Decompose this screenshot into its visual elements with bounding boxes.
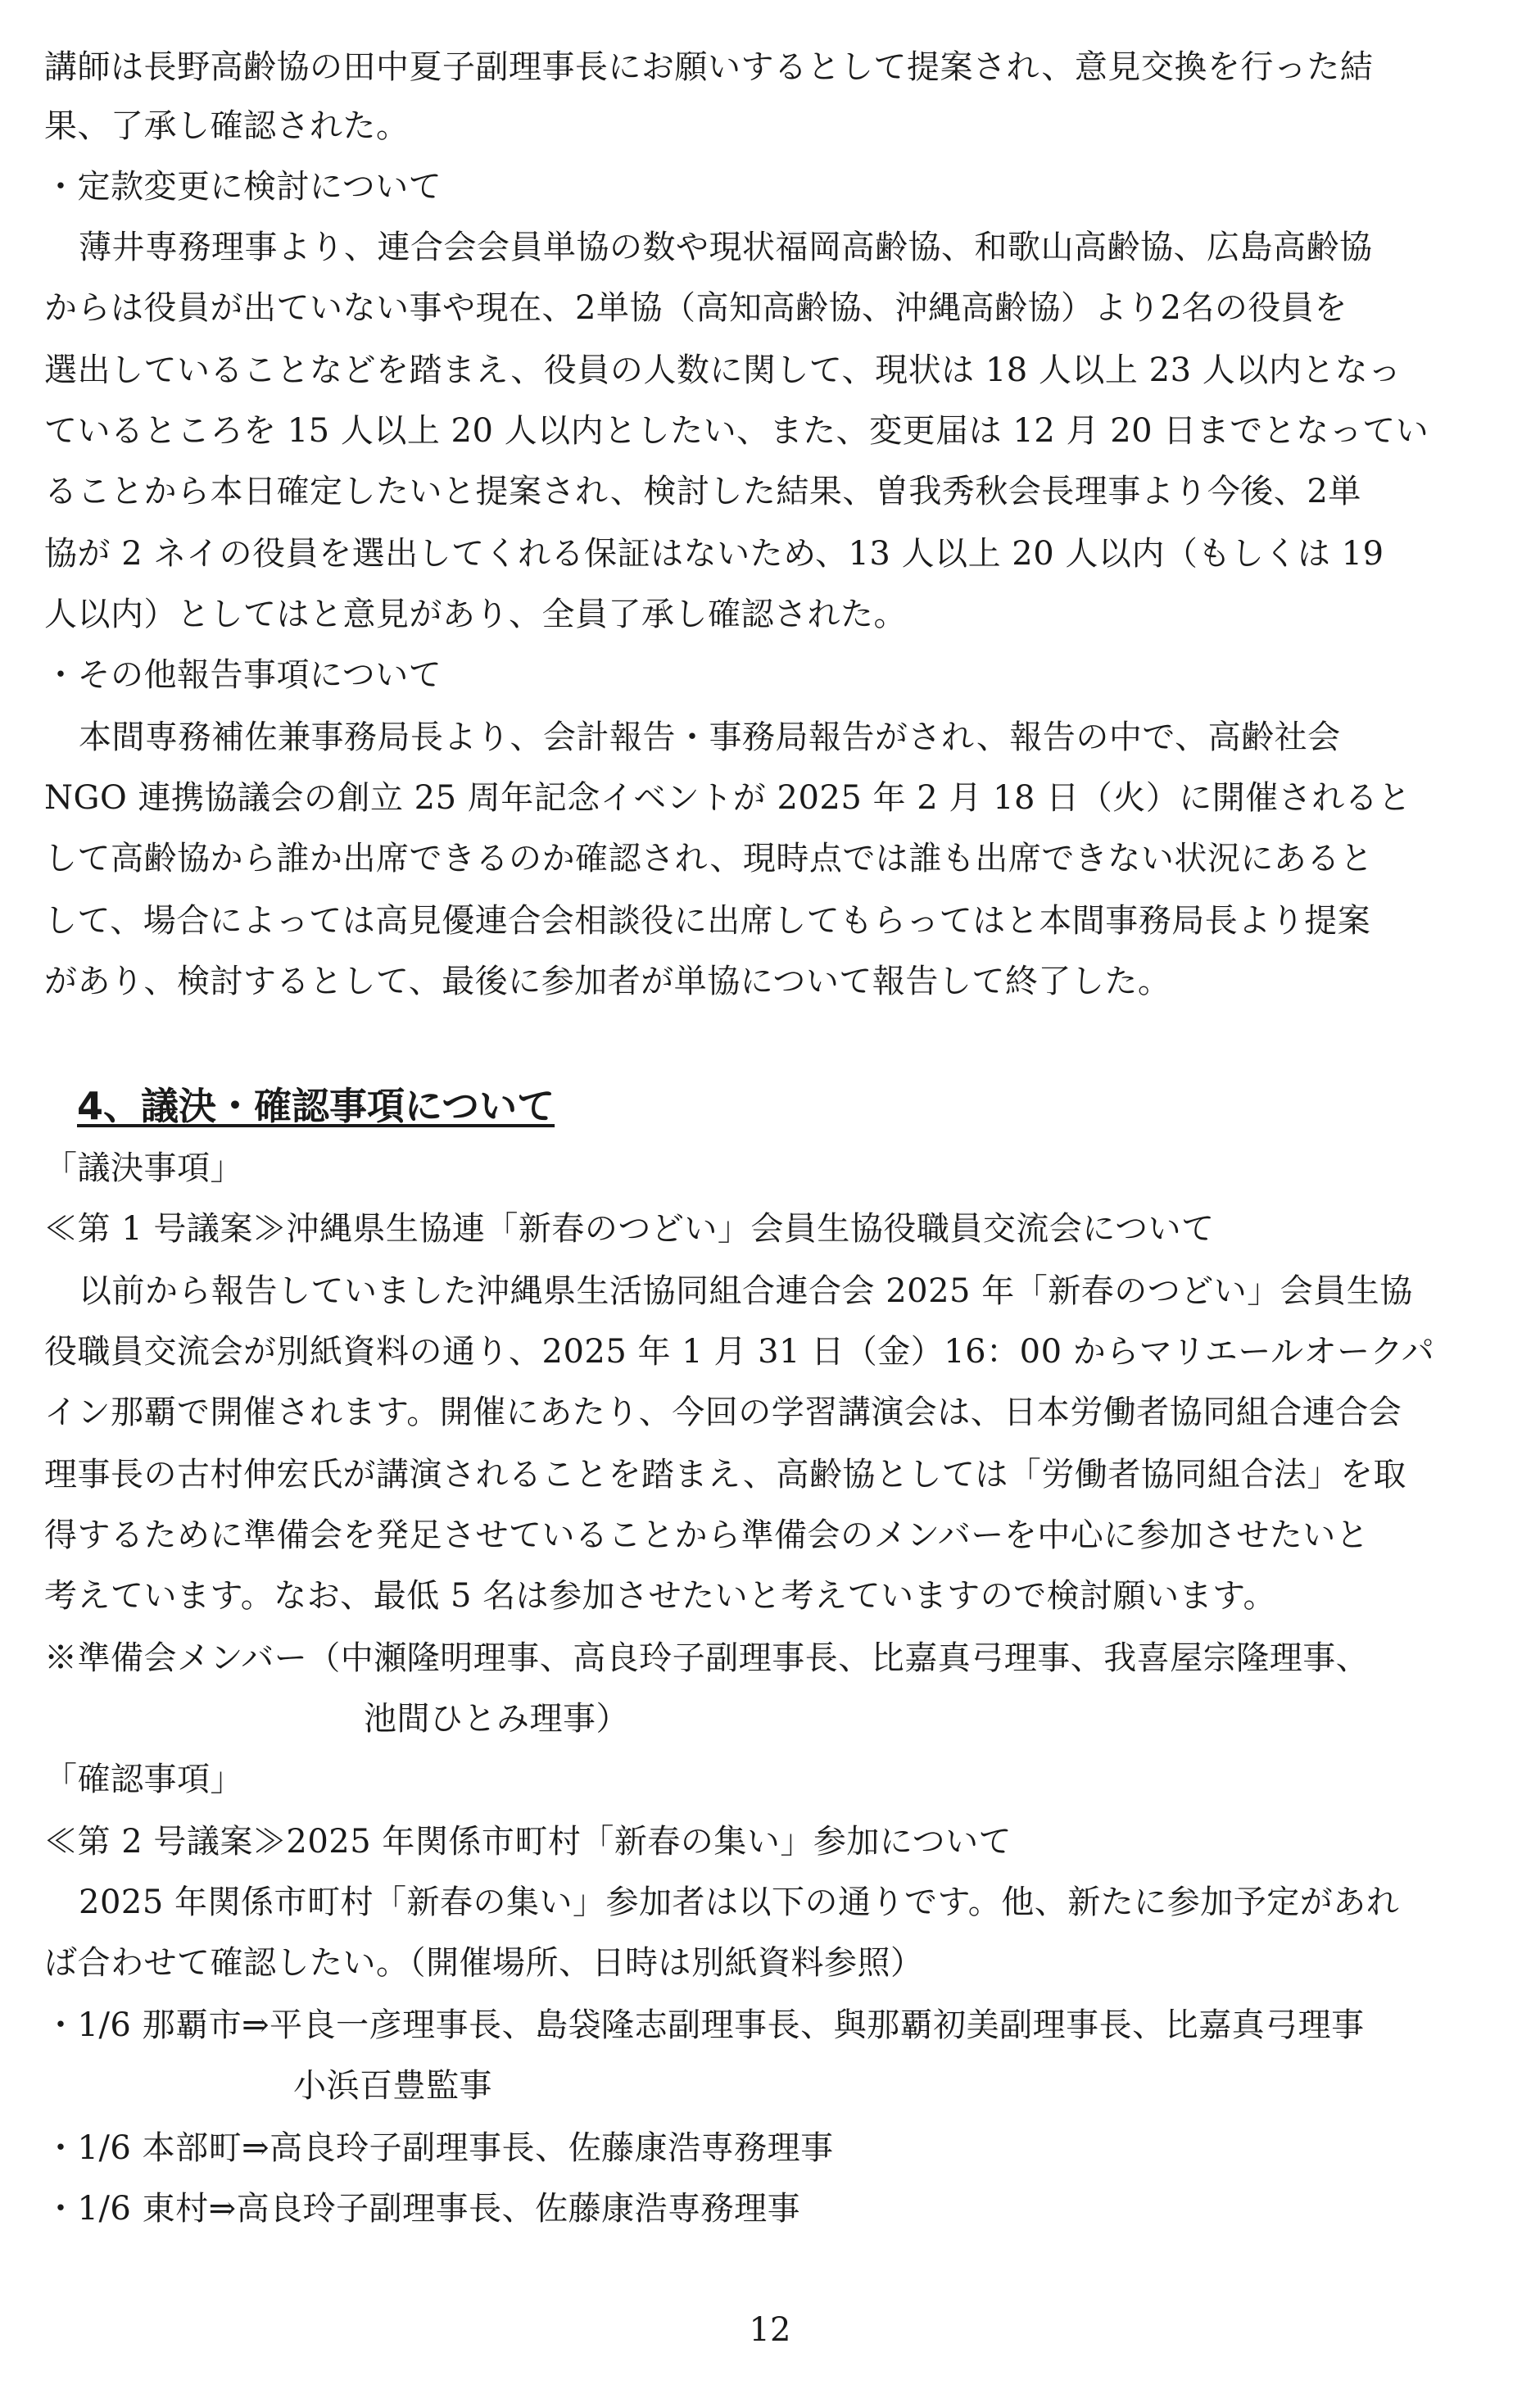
section-bullet-line: ・その他報告事項について	[44, 656, 442, 694]
note-line: ※準備会メンバー（中瀬隆明理事、高良玲子副理事長、比嘉真弓理事、我喜屋宗隆理事、	[44, 1639, 1370, 1677]
paragraph-line: 選出していることなどを踏まえ、役員の人数に関して、現状は 18 人以上 23 人以内となっ	[44, 351, 1402, 389]
paragraph-line: ば合わせて確認したい。（開催場所、日時は別紙資料参照）	[44, 1944, 924, 1982]
paragraph-line: イン那覇で開催されます。開催にあたり、今回の学習講演会は、日本労働者協同組合連合会	[44, 1394, 1402, 1431]
paragraph-line: 2025 年関係市町村「新春の集い」参加者は以下の通りです。他、新たに参加予定があれ	[79, 1884, 1400, 1921]
list-item: ・1/6 那覇市⇒平良一彦理事長、島袋隆志副理事長、與那覇初美副理事長、比嘉真弓理事	[44, 2006, 1365, 2044]
paragraph-line: 以前から報告していました沖縄県生活協同組合連合会 2025 年「新春のつどい」会員生協	[79, 1272, 1413, 1310]
paragraph-line: からは役員が出ていない事や現在、2単協（高知高齢協、沖縄高齢協）より2名の役員を	[44, 289, 1348, 327]
paragraph-line: NGO 連携協議会の創立 25 周年記念イベントが 2025 年 2 月 18 日（火）に開催されると	[44, 779, 1411, 817]
paragraph-line: ているところを 15 人以上 20 人以内としたい、また、変更届は 12 月 20 日までとなってい	[44, 412, 1429, 450]
paragraph-line: 得するために準備会を発足させていることから準備会のメンバーを中心に参加させたいと	[44, 1516, 1370, 1554]
paragraph-line: 薄井専務理事より、連合会会員単協の数や現状福岡高齢協、和歌山高齢協、広島高齢協	[79, 229, 1373, 266]
motion-title: ≪第 2 号議案≫2025 年関係市町村「新春の集い」参加について	[44, 1823, 1012, 1861]
paragraph-line: 理事長の古村伸宏氏が講演されることを踏まえ、高齢協としては「労働者協同組合法」を取	[44, 1456, 1406, 1494]
paragraph-line: ることから本日確定したいと提案され、検討した結果、曽我秀秋会長理事より今後、2単	[44, 473, 1361, 510]
list-item: ・1/6 東村⇒高良玲子副理事長、佐藤康浩専務理事	[44, 2190, 801, 2228]
paragraph-line: があり、検討するとして、最後に参加者が単協について報告して終了した。	[44, 963, 1171, 1000]
paragraph-line: して、場合によっては高見優連合会相談役に出席してもらってはと本間事務局長より提案	[44, 902, 1371, 940]
section-bullet-line: ・定款変更に検討について	[44, 168, 442, 206]
note-line-continued: 池間ひとみ理事）	[364, 1700, 629, 1738]
paragraph-line: 人以内）としてはと意見があり、全員了承し確認された。	[44, 596, 907, 633]
paragraph-line: 協が 2 ネイの役員を選出してくれる保証はないため、13 人以上 20 人以内（もしくは 19	[44, 535, 1384, 573]
paragraph-line: 役職員交流会が別紙資料の通り、2025 年 1 月 31 日（金）16：00 からマリエールオークパ	[44, 1333, 1435, 1371]
subsection-label: 「確認事項」	[44, 1761, 243, 1798]
list-item: ・1/6 本部町⇒高良玲子副理事長、佐藤康浩専務理事	[44, 2129, 834, 2167]
section-heading: 4、議決・確認事項について	[77, 1084, 555, 1128]
motion-title: ≪第 1 号議案≫沖縄県生協連「新春のつどい」会員生協役職員交流会について	[44, 1210, 1215, 1248]
page-number: 12	[749, 2311, 791, 2349]
list-item-continued: 小浜百豊監事	[293, 2067, 492, 2105]
paragraph-line: 講師は長野高齢協の田中夏子副理事長にお願いするとして提案され、意見交換を行った結	[44, 48, 1374, 86]
paragraph-line: して高齢協から誰か出席できるのか確認され、現時点では誰も出席できない状況にあると	[44, 840, 1374, 877]
subsection-label: 「議決事項」	[44, 1149, 243, 1187]
paragraph-line: 本間専務補佐兼事務局長より、会計報告・事務局報告がされ、報告の中で、高齢社会	[79, 719, 1341, 756]
paragraph-line: 考えています。なお、最低 5 名は参加させたいと考えていますので検討願います。	[44, 1577, 1276, 1615]
paragraph-line: 果、了承し確認された。	[44, 107, 410, 145]
